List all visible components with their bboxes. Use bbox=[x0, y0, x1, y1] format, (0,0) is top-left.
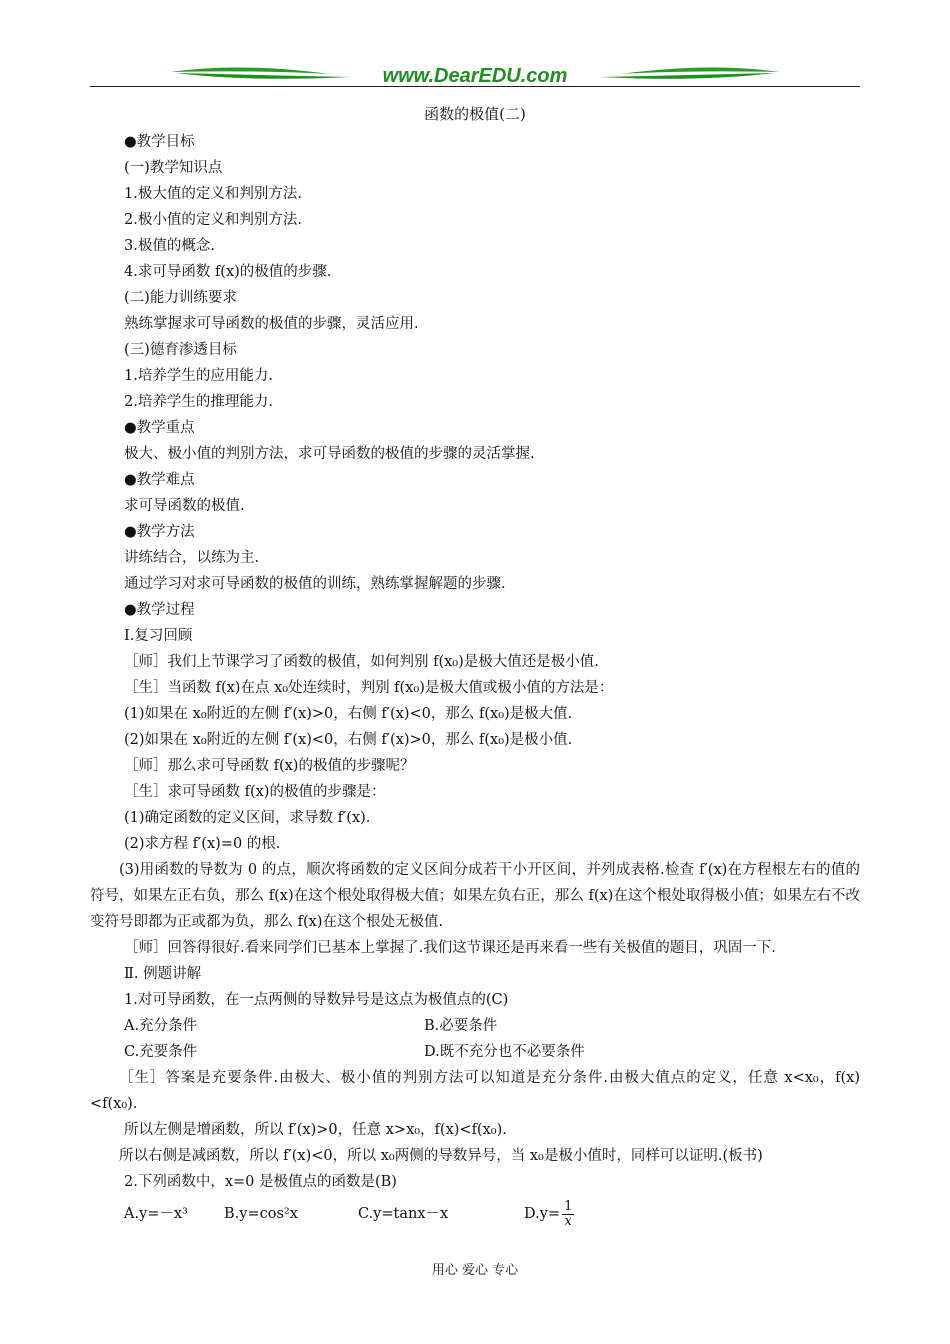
line-17: 通过学习对求可导函数的极值的训练，熟练掌握解题的步骤. bbox=[124, 576, 506, 592]
line-18: ●教学过程 bbox=[124, 602, 195, 618]
page-footer: 用心 爱心 专心 bbox=[431, 1263, 519, 1278]
q1-options-row-1 bbox=[90, 1013, 860, 1039]
line-27: (2)求方程 f′(x)=0 的根. bbox=[124, 836, 281, 852]
line-19: Ⅰ.复习回顾 bbox=[124, 628, 193, 644]
q1-answer: ［生］答案是充要条件.由极大、极小值的判别方法可以知道是充分条件.由极大值点的定义，任意 x<x₀，f(x)<f(x₀). bbox=[90, 1070, 860, 1112]
line-1: (一)教学知识点 bbox=[124, 160, 223, 176]
q1-option-a: A.充分条件 bbox=[124, 1018, 198, 1034]
logo-text: www.DearEDU.com bbox=[382, 65, 568, 87]
line-0: ●教学目标 bbox=[124, 134, 195, 150]
line-2: 1.极大值的定义和判别方法. bbox=[124, 186, 302, 202]
q1-options-row-2 bbox=[90, 1039, 860, 1065]
line-12: 极大、极小值的判别方法，求可导函数的极值的步骤的灵活掌握. bbox=[124, 446, 535, 462]
line-10: 2.培养学生的推理能力. bbox=[124, 394, 273, 410]
line-23: (2)如果在 x₀附近的左侧 f′(x)<0，右侧 f′(x)>0，那么 f(x₀)是极小值. bbox=[124, 732, 573, 748]
line-8: (三)德育渗透目标 bbox=[124, 342, 237, 358]
line-22: (1)如果在 x₀附近的左侧 f′(x)>0，右侧 f′(x)<0，那么 f(x₀)是极大值. bbox=[124, 706, 573, 722]
line-13: ●教学难点 bbox=[124, 472, 195, 488]
line-21: ［生］当函数 f(x)在点 x₀处连续时，判别 f(x₀)是极大值或极小值的方法是： bbox=[124, 680, 614, 696]
line-5: 4.求可导函数 f(x)的极值的步骤. bbox=[124, 264, 332, 280]
document-body bbox=[90, 129, 860, 1233]
q2-option-d-label: D.y= bbox=[524, 1206, 561, 1222]
q1-right-side: 所以右侧是减函数，所以 f′(x)<0，所以 x₀两侧的导数异号，当 x₀是极小值时，同样可以证明.(板书) bbox=[119, 1148, 763, 1164]
line-7: 熟练掌握求可导函数的极值的步骤，灵活应用. bbox=[124, 316, 419, 332]
header-divider bbox=[90, 86, 860, 87]
q1-option-d: D.既不充分也不必要条件 bbox=[424, 1044, 585, 1060]
line-6: (二)能力训练要求 bbox=[124, 290, 237, 306]
line-11: ●教学重点 bbox=[124, 420, 195, 436]
line-24: ［师］那么求可导函数 f(x)的极值的步骤呢？ bbox=[124, 758, 415, 774]
teacher-line: ［师］回答得很好.看来同学们已基本上掌握了.我们这节课还是再来看一些有关极值的题目，巩固一下. bbox=[124, 940, 776, 956]
q2-options-row bbox=[90, 1195, 860, 1233]
q1-left-side: 所以左侧是增函数，所以 f′(x)>0，任意 x>x₀，f(x)<f(x₀). bbox=[124, 1122, 507, 1138]
q1-option-c: C.充要条件 bbox=[124, 1044, 198, 1060]
question-1: 1.对可导函数，在一点两侧的导数异号是这点为极值点的(C) bbox=[124, 992, 509, 1008]
paragraph-step3: (3)用函数的导数为 0 的点，顺次将函数的定义区间分成若干小开区间，并列成表格.检查 f′(x)在方程根左右的值的符号，如果左正右负，那么 f(x)在这个根处取得极大值；如果左负右正，那么 f(x)在这个根处取得极小值；如果左右不改变符号即都为正或都为负，那么 f(x)在这个根处无极值. bbox=[90, 862, 860, 930]
section-heading-2: Ⅱ. 例题讲解 bbox=[124, 966, 202, 982]
fraction-numerator: 1 bbox=[564, 1198, 573, 1214]
line-3: 2.极小值的定义和判别方法. bbox=[124, 212, 302, 228]
document-title: 函数的极值(二) bbox=[424, 105, 526, 123]
line-9: 1.培养学生的应用能力. bbox=[124, 368, 273, 384]
q1-option-b: B.必要条件 bbox=[424, 1018, 498, 1034]
q2-option-d bbox=[524, 1195, 574, 1233]
q2-option-a: A.y=－x³ bbox=[124, 1206, 188, 1222]
q2-option-c: C.y=tanx－x bbox=[358, 1206, 449, 1222]
q2-option-b: B.y=cos²x bbox=[224, 1206, 298, 1222]
line-15: ●教学方法 bbox=[124, 524, 195, 540]
line-16: 讲练结合，以练为主. bbox=[124, 550, 260, 566]
line-14: 求可导函数的极值. bbox=[124, 498, 245, 514]
line-20: ［师］我们上节课学习了函数的极值，如何判别 f(x₀)是极大值还是极小值. bbox=[124, 654, 599, 670]
question-2: 2.下列函数中，x=0 是极值点的函数是(B) bbox=[124, 1174, 397, 1190]
line-26: (1)确定函数的定义区间，求导数 f′(x). bbox=[124, 810, 371, 826]
fraction-denominator: x bbox=[564, 1213, 572, 1229]
fraction-one-over-x bbox=[562, 1200, 574, 1229]
line-25: ［生］求可导函数 f(x)的极值的步骤是： bbox=[124, 784, 386, 800]
line-4: 3.极值的概念. bbox=[124, 238, 215, 254]
